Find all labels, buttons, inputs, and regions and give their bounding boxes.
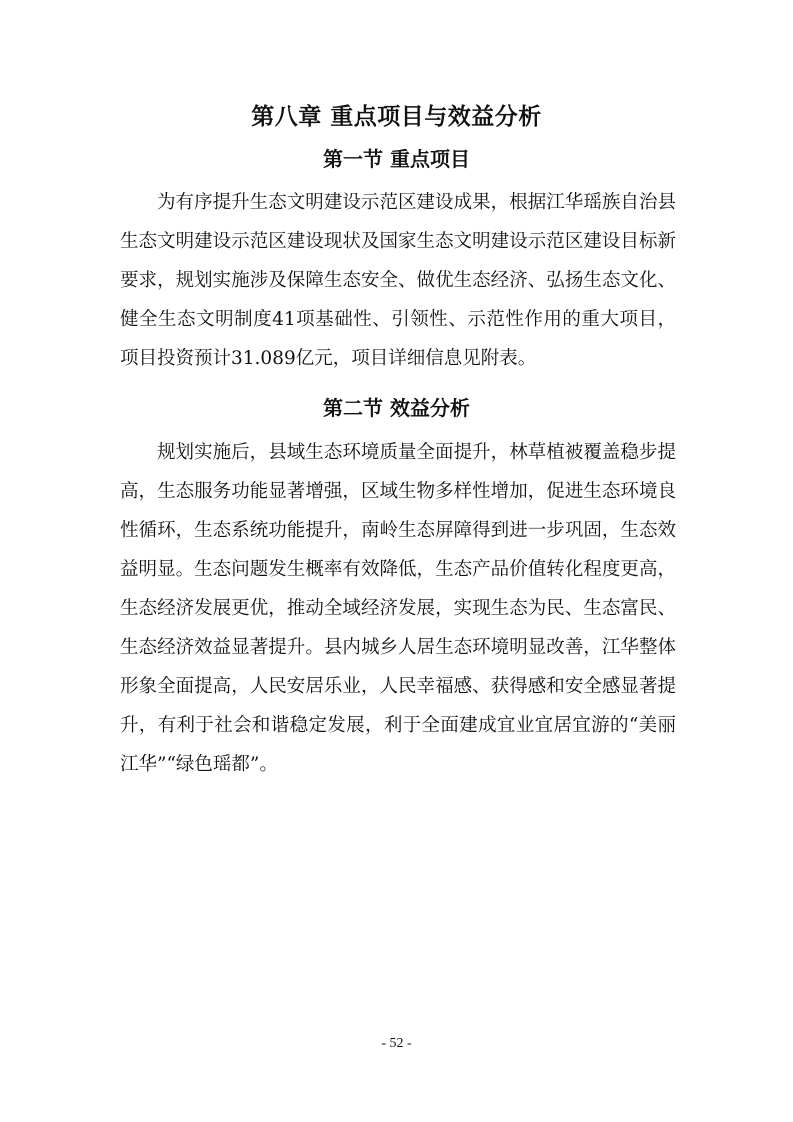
section-title-benefit-analysis: 第二节 效益分析 (323, 396, 470, 420)
paragraph-key-projects: 为有序提升生态文明建设示范区建设成果，根据江华瑶族自治县生态文明建设示范区建设现状及国家生态文明建设示范区建设目标新要求，规划实施涉及保障生态安全、做优生态经济、弘扬生态文化、健全生态文明制度41项基础性、引领性、示范性作用的重大项目，项目投资预计31.089亿元，项目详细信息见附表。 (120, 192, 676, 369)
section-title-key-projects: 第一节 重点项目 (323, 147, 470, 171)
paragraph-benefit-analysis: 规划实施后，县域生态环境质量全面提升，林草植被覆盖稳步提高，生态服务功能显著增强，区域生物多样性增加，促进生态环境良性循环，生态系统功能提升，南岭生态屏障得到进一步巩固，生态效益明显。生态问题发生概率有效降低，生态产品价值转化程度更高，生态经济发展更优，推动全域经济发展，实现生态为民、生态富民、生态经济效益显著提升。县内城乡人居生态环境明显改善，江华整体形象全面提高，人民安居乐业，人民幸福感、获得感和安全感显著提升，有利于社会和谐稳定发展，利于全面建成宜业宜居宜游的“美丽江华”“绿色瑶都”。 (120, 442, 676, 775)
page-number: - 52 - (381, 1036, 412, 1051)
chapter-title: 第八章 重点项目与效益分析 (251, 103, 542, 130)
